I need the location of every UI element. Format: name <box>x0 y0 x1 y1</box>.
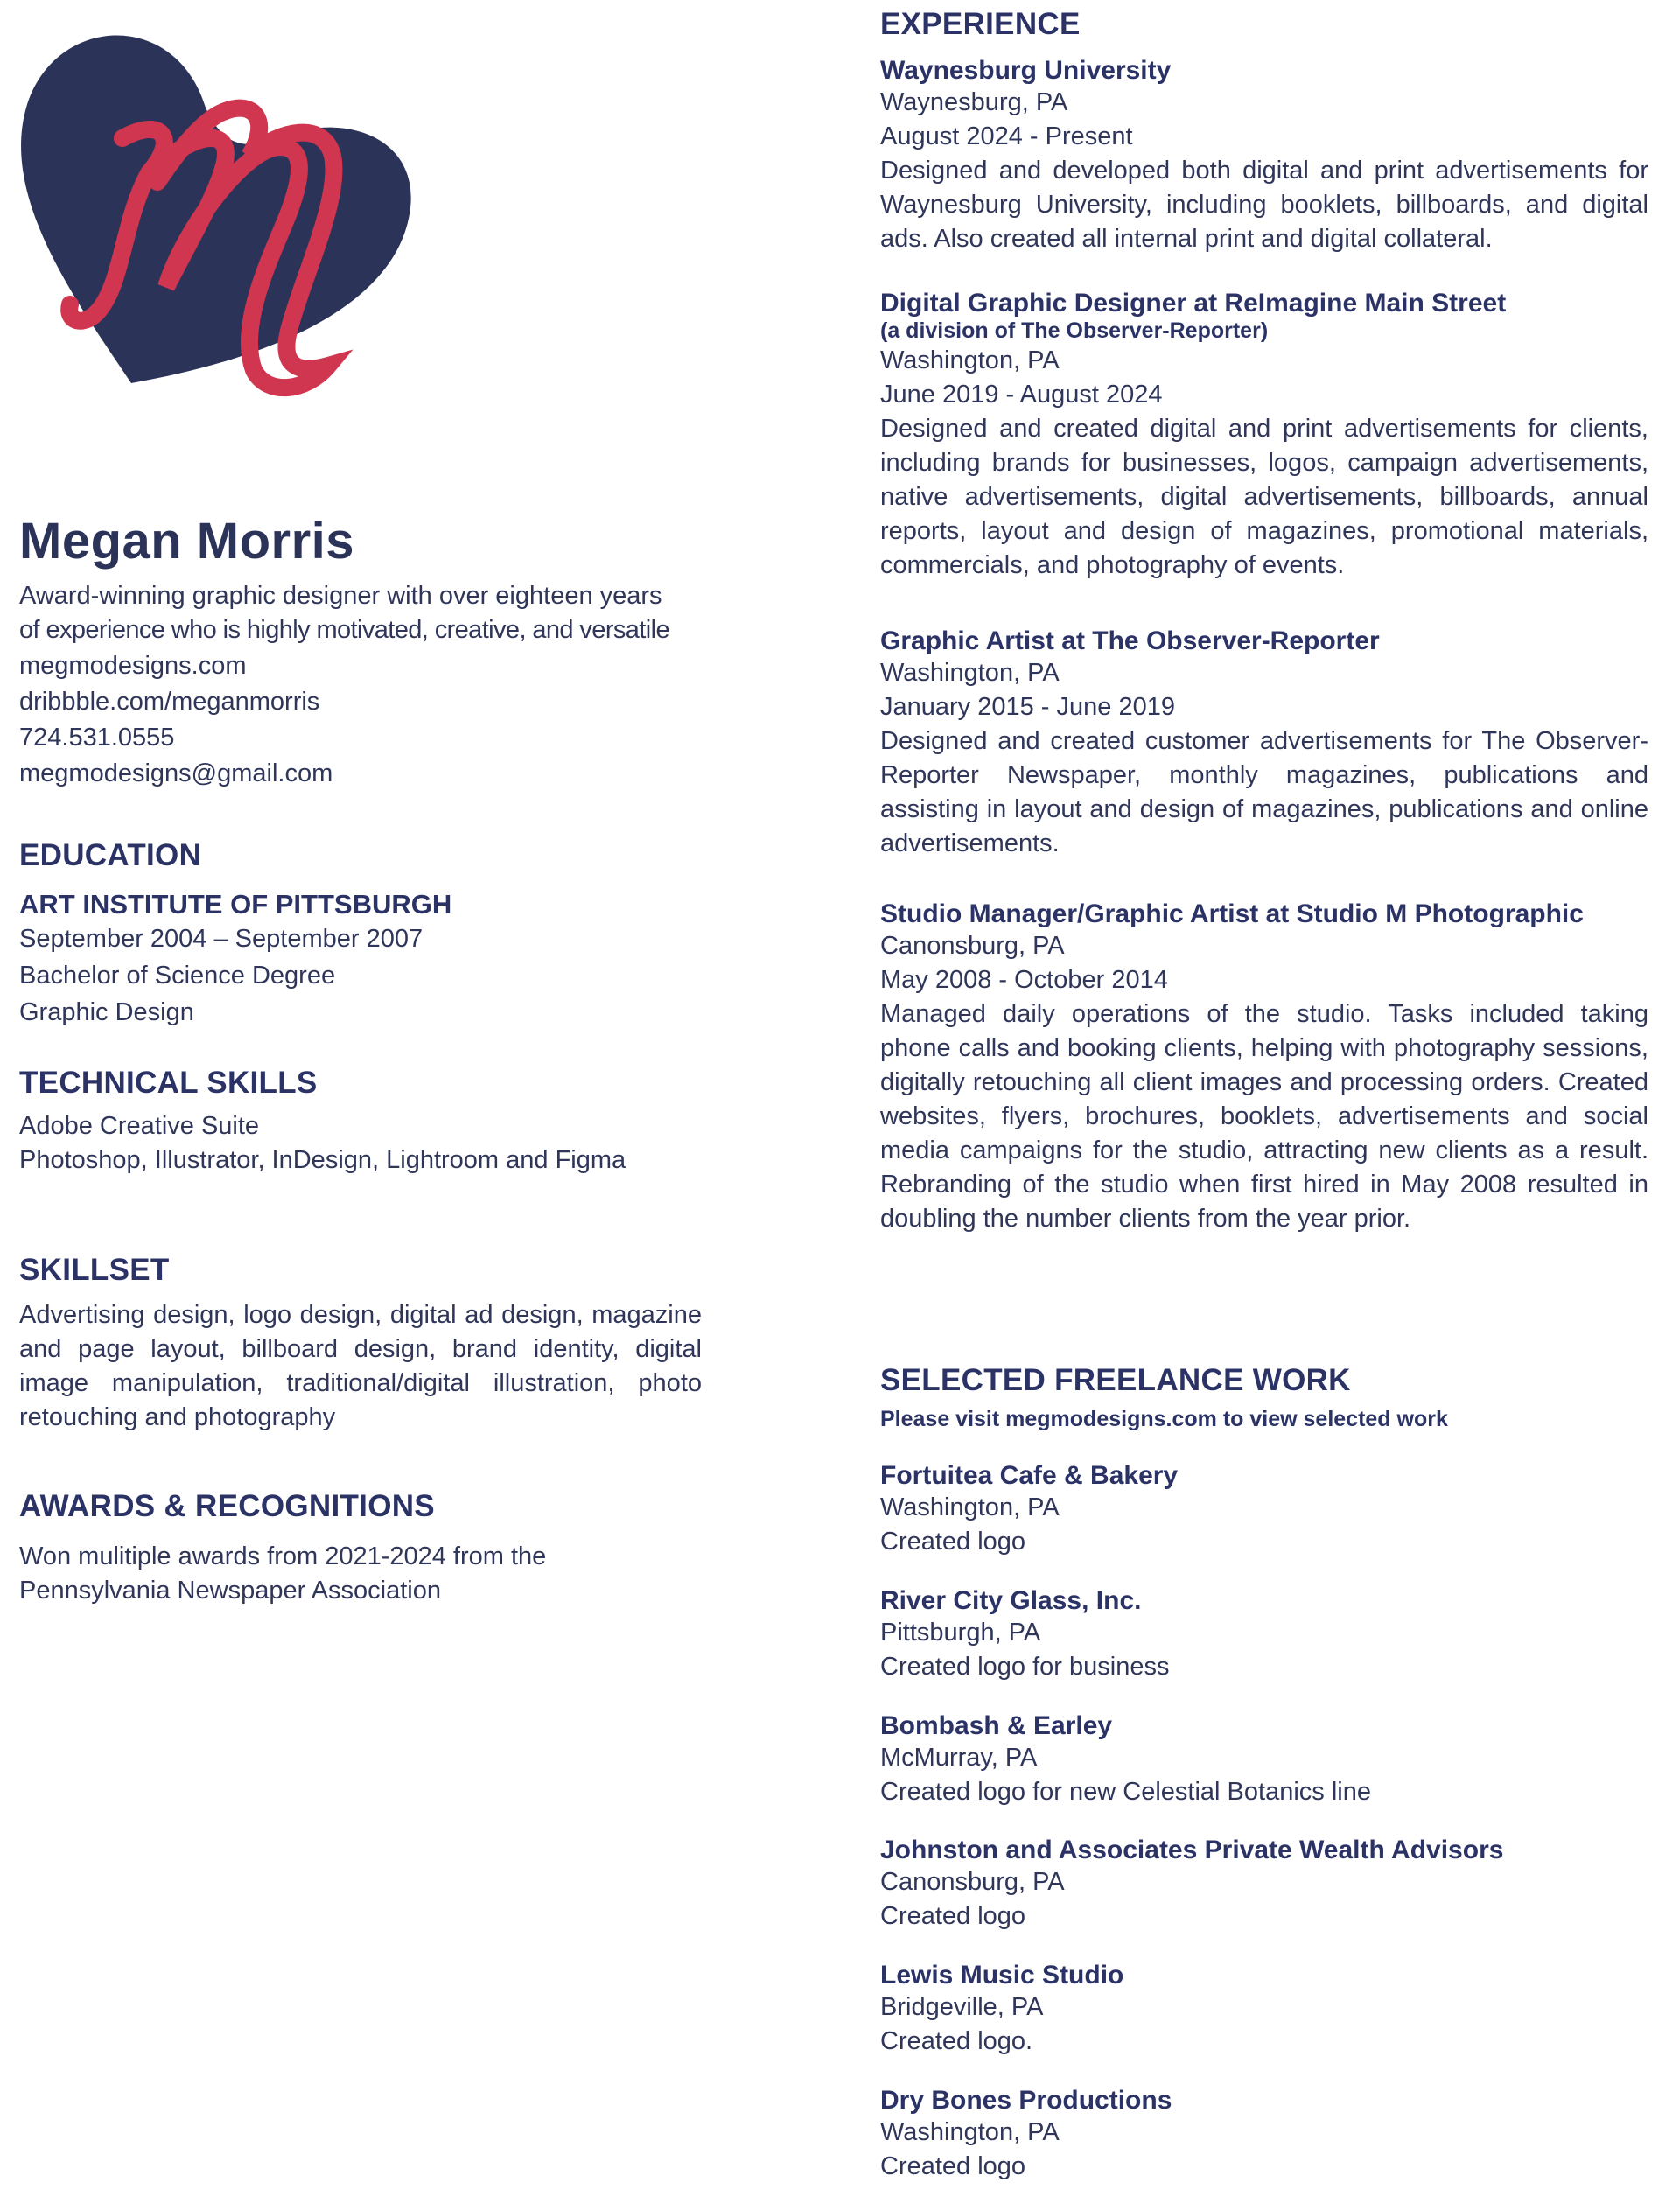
awards-line: Pennsylvania Newspaper Association <box>19 1577 441 1605</box>
client-location: Washington, PA <box>880 2118 1060 2146</box>
technical-skills-heading: TECHNICAL SKILLS <box>19 1066 318 1100</box>
skillset-text: Advertising design, logo design, digital ad design, magazine and page layout, billboard design, brand identity, digital image manipulation, traditional/digital illustration, photo retouching and photography <box>19 1301 702 1431</box>
awards-text <box>19 1540 546 1608</box>
awards-heading: AWARDS & RECOGNITIONS <box>19 1489 435 1523</box>
dribbble-link[interactable]: dribbble.com/meganmorris <box>19 688 320 716</box>
freelance-item <box>880 1711 1371 1809</box>
job-description: Designed and created customer advertisements for The Observer-Reporter Newspaper, monthly magazines, publications and assisting in layout and design of magazines, publications and online advertisements. <box>880 727 1648 857</box>
skillset-heading: SKILLSET <box>19 1253 170 1287</box>
heart-m-logo <box>18 24 424 409</box>
job-dates: August 2024 - Present <box>880 122 1133 150</box>
job-location: Washington, PA <box>880 659 1060 687</box>
profile-contact <box>19 579 669 791</box>
job-location: Canonsburg, PA <box>880 932 1065 960</box>
work-description: Created logo <box>880 2152 1026 2180</box>
job-title: Digital Graphic Designer at ReImagine Main Street <box>880 289 1507 318</box>
work-description: Created logo for new Celestial Botanics line <box>880 1778 1371 1806</box>
work-description: Created logo for business <box>880 1653 1170 1681</box>
job-entry <box>880 626 1648 861</box>
summary-line: of experience who is highly motivated, creative, and versatile <box>19 616 669 644</box>
job-entry <box>880 899 1648 1236</box>
client-location: McMurray, PA <box>880 1744 1038 1772</box>
degree: Bachelor of Science Degree <box>19 962 336 990</box>
job-location: Washington, PA <box>880 346 1060 374</box>
client-name: Dry Bones Productions <box>880 2086 1172 2115</box>
client-name: Lewis Music Studio <box>880 1961 1124 1990</box>
job-description: Designed and created digital and print advertisements for clients, including brands for businesses, logos, campaign advertisements, native advertisements, digital advertisements, billboards, annual reports, layout and design of magazines, promotional materials, commercials, and photography of events. <box>880 415 1648 579</box>
awards-line: Won mulitiple awards from 2021-2024 from the <box>19 1542 547 1570</box>
client-location: Bridgeville, PA <box>880 1993 1044 2021</box>
education-heading: EDUCATION <box>19 838 202 872</box>
client-name: Johnston and Associates Private Wealth Advisors <box>880 1836 1504 1864</box>
summary-line: Award-winning graphic designer with over eighteen years <box>19 582 662 610</box>
freelance-item <box>880 1461 1178 1559</box>
job-title: Waynesburg University <box>880 56 1172 85</box>
experience-heading: EXPERIENCE <box>880 7 1081 41</box>
phone-number[interactable]: 724.531.0555 <box>19 724 175 752</box>
freelance-item <box>880 2086 1172 2184</box>
candidate-name: Megan Morris <box>19 513 355 570</box>
job-dates: June 2019 - August 2024 <box>880 381 1163 409</box>
freelance-item <box>880 1586 1169 1684</box>
major: Graphic Design <box>19 998 194 1026</box>
software-suite: Adobe Creative Suite <box>19 1112 260 1140</box>
education-section <box>19 889 452 1030</box>
job-title: Graphic Artist at The Observer-Reporter <box>880 626 1380 655</box>
job-title: Studio Manager/Graphic Artist at Studio M Photographic <box>880 899 1584 928</box>
job-entry <box>880 56 1648 256</box>
freelance-note: Please visit megmodesigns.com to view selected work <box>880 1407 1448 1431</box>
job-location: Waynesburg, PA <box>880 88 1068 116</box>
client-name: Fortuitea Cafe & Bakery <box>880 1461 1179 1490</box>
client-name: River City Glass, Inc. <box>880 1586 1142 1615</box>
client-name: Bombash & Earley <box>880 1711 1113 1740</box>
work-description: Created logo <box>880 1528 1026 1556</box>
work-description: Created logo. <box>880 2027 1033 2055</box>
job-dates: January 2015 - June 2019 <box>880 693 1175 721</box>
freelance-item <box>880 1836 1503 1934</box>
school-name: ART INSTITUTE OF PITTSBURGH <box>19 889 452 920</box>
education-dates: September 2004 – September 2007 <box>19 925 424 953</box>
job-description: Designed and developed both digital and print advertisements for Waynesburg University, including booklets, billboards, and digital ads. Also created all internal print and digital collateral. <box>880 157 1648 253</box>
software-list: Photoshop, Illustrator, InDesign, Lightroom and Figma <box>19 1146 626 1174</box>
work-description: Created logo <box>880 1902 1026 1930</box>
job-subtitle: (a division of The Observer-Reporter) <box>880 318 1269 343</box>
client-location: Canonsburg, PA <box>880 1868 1065 1896</box>
technical-skills <box>19 1109 626 1178</box>
client-location: Pittsburgh, PA <box>880 1619 1041 1647</box>
freelance-item <box>880 1961 1124 2059</box>
email-link[interactable]: megmodesigns@gmail.com <box>19 759 333 787</box>
job-entry <box>880 289 1648 583</box>
client-location: Washington, PA <box>880 1493 1060 1521</box>
job-dates: May 2008 - October 2014 <box>880 966 1168 994</box>
job-description: Managed daily operations of the studio. Tasks included taking phone calls and booking clients, helping with photography sessions, digitally retouching all client images and processing orders. Created websites, flyers, brochures, booklets, advertisements and social media campaigns for the studio, attracting new clients as a result. Rebranding of the studio when first hired in May 2008 resulted in doubling the number clients from the year prior. <box>880 1000 1648 1233</box>
website-link[interactable]: megmodesigns.com <box>19 652 247 680</box>
freelance-heading: SELECTED FREELANCE WORK <box>880 1363 1351 1397</box>
